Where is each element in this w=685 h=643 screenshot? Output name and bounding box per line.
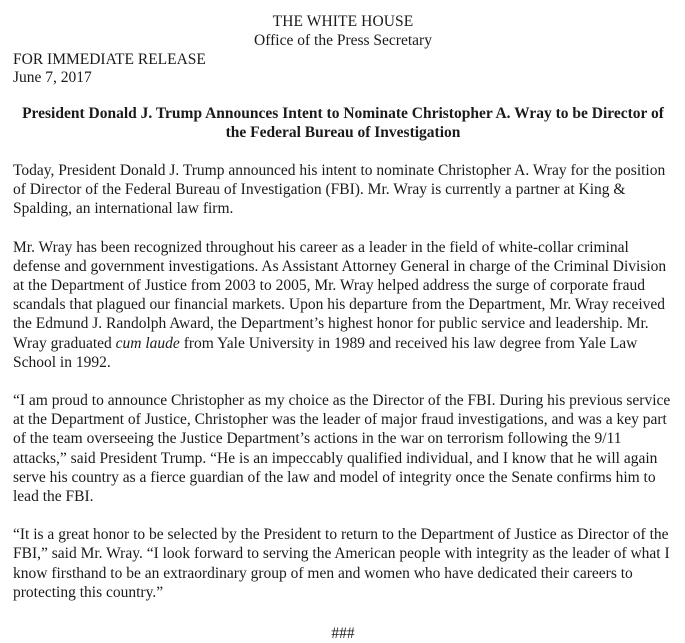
organization-name: THE WHITE HOUSE xyxy=(272,13,414,30)
release-info xyxy=(13,51,673,87)
paragraph-intro: Today, President Donald J. Trump announced his intent to nominate Christopher A. Wray for the position of Director of the Federal Bureau of Investigation (FBI). Mr. Wray is currently a partner at King & Spalding, an international law firm. xyxy=(13,162,666,218)
letterhead xyxy=(13,12,673,50)
paragraph-background xyxy=(13,238,673,372)
release-date: June 7, 2017 xyxy=(13,69,92,86)
paragraph-background-text-2: from Yale University in 1989 and received his law degree from Yale Law School in 1992. xyxy=(13,334,638,371)
release-label: FOR IMMEDIATE RELEASE xyxy=(13,51,206,68)
office-name: Office of the Press Secretary xyxy=(254,32,432,49)
paragraph-background-text-1: Mr. Wray has been recognized throughout his career as a leader in the field of white-collar criminal defense and government investigations. As Assistant Attorney General in charge of the Criminal Division at the Department of Justice from 2003 to 2005, Mr. Wray helped address the surge of corporate fraud scandals that plagued our financial markets. Upon his departure from the Department, Mr. Wray received the Edmund J. Randolph Award, the Department’s highest honor for public service and leadership. Mr. Wray graduated xyxy=(13,238,667,352)
press-release xyxy=(13,12,673,643)
end-mark: ### xyxy=(331,625,355,643)
paragraph-background-italic: cum laude xyxy=(115,334,180,352)
paragraph-wray-quote: “It is a great honor to be selected by the President to return to the Department of Justice as Director of the FBI,” said Mr. Wray. “I look forward to serving the American people with integrity as the leader of what I know firsthand to be an extraordinary group of men and women who have dedicated their careers to protecting this country.” xyxy=(13,526,670,601)
headline: President Donald J. Trump Announces Intent to Nominate Christopher A. Wray to be Director of the Federal Bureau of Investigation xyxy=(22,105,664,141)
paragraph-president-quote: “I am proud to announce Christopher as my choice as the Director of the FBI. During his previous service at the Department of Justice, Christopher was the leader of major fraud investigations, and was a key part of the team overseeing the Justice Department’s actions in the war on terrorism following the 9/11 attacks,” said President Trump. “He is an impeccably qualified individual, and I know that he will again serve his country as a fierce guardian of the law and model of integrity once the Senate confirms him to lead the FBI. xyxy=(13,392,671,506)
